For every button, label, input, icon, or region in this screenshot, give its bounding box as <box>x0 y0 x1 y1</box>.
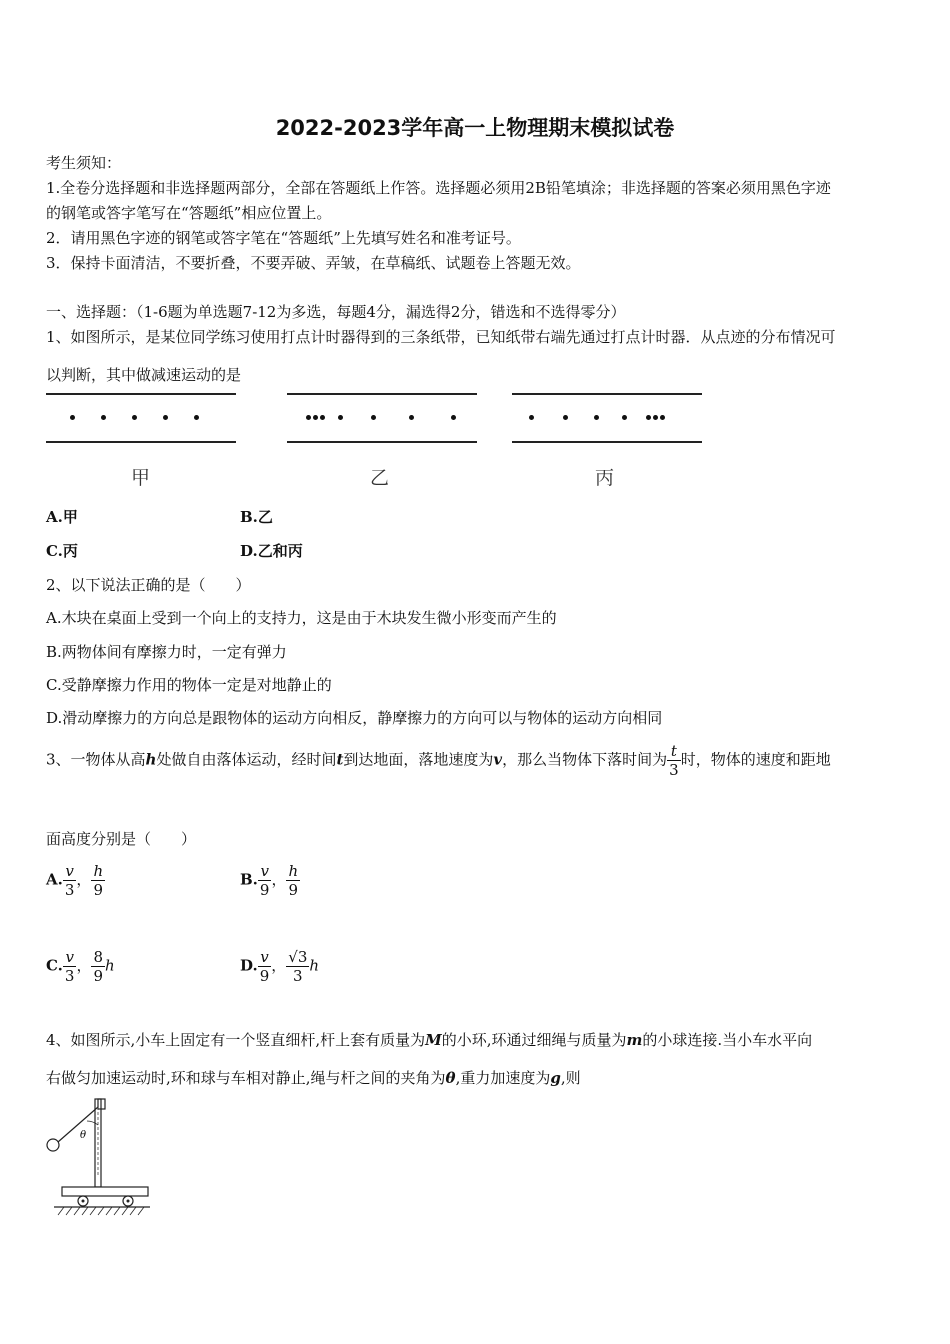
q2-stem: 2、以下说法正确的是（ ） <box>46 576 251 594</box>
q4-stem-line2: 右做匀加速运动时,环和球与车相对静止,绳与杆之间的夹角为θ,重力加速度为g,则 <box>46 1069 581 1087</box>
q4-stem-line1: 4、如图所示,小车上固定有一个竖直细杆,杆上套有质量为M的小环,环通过细绳与质量为m的小球连接.当小车水平向 <box>46 1031 813 1049</box>
notice-item-2: 2．请用黑色字迹的钢笔或答字笔在“答题纸”上先填写姓名和准考证号。 <box>46 229 521 247</box>
q1-option-a[interactable]: A.甲 <box>46 508 78 526</box>
section-heading: 一、选择题：（1-6题为单选题7-12为多选，每题4分，漏选得2分，错选和不选得零分） <box>46 303 626 321</box>
angle-arc <box>87 1121 98 1125</box>
tape-jia <box>46 393 236 443</box>
string <box>58 1107 98 1142</box>
q3-option-d[interactable]: D. $\frac{v}{9}$ ， $\frac{√3}{3}$ h <box>240 948 320 985</box>
tape-label-bing: 丙 <box>595 467 615 489</box>
q2-option-a[interactable]: A.木块在桌面上受到一个向上的支持力，这是由于木块发生微小形变而产生的 <box>46 609 557 627</box>
cart-body <box>62 1187 148 1196</box>
q1-option-d[interactable]: D.乙和丙 <box>240 542 303 560</box>
q2-option-b[interactable]: B.两物体间有摩擦力时，一定有弹力 <box>46 643 287 661</box>
q3-option-b[interactable]: B. $\frac{v}{9}$ ， $\frac{h}{9}$ <box>240 862 299 899</box>
q1-stem-line1: 1、如图所示，是某位同学练习使用打点计时器得到的三条纸带，已知纸带右端先通过打点计时器．从点迹的分布情况可 <box>46 328 836 346</box>
tape-label-jia: 甲 <box>131 467 151 489</box>
q1-option-b[interactable]: B.乙 <box>240 508 273 526</box>
notice-item-1: 1.全卷分选择题和非选择题两部分，全部在答题纸上作答。选择题必须用2B铅笔填涂；非选择题的答案必须用黑色字迹 <box>46 179 831 197</box>
q1-option-c[interactable]: C.丙 <box>46 542 78 560</box>
q2-option-d[interactable]: D.滑动摩擦力的方向总是跟物体的运动方向相反，静摩擦力的方向可以与物体的运动方向相同 <box>46 709 663 727</box>
tape-yi <box>287 393 477 443</box>
theta-label: θ <box>80 1130 87 1141</box>
ground-hatch <box>58 1207 144 1215</box>
q1-stem-line2: 以判断，其中做减速运动的是 <box>46 366 242 384</box>
q3-option-c[interactable]: C. $\frac{v}{3}$ ， $\frac{8}{9}$ h <box>46 948 115 985</box>
q3-stem-line2: 面高度分别是（ ） <box>46 830 197 848</box>
page-title: 2022-2023学年高一上物理期末模拟试卷 <box>275 116 675 140</box>
q3-stem-line1: 3、一物体从高h处做自由落体运动，经时间t到达地面，落地速度为v，那么当物体下落时间为 $\frac{t}{3}$ 时，物体的速度和距地 <box>46 742 831 779</box>
tape-label-yi: 乙 <box>370 467 390 489</box>
tape-bing <box>512 393 702 443</box>
ball <box>47 1139 59 1151</box>
q3-option-a[interactable]: A. $\frac{v}{3}$ ， $\frac{h}{9}$ <box>46 862 104 899</box>
q3-fraction: $\frac{t}{3}$ <box>669 742 679 779</box>
q1-tape-figure <box>46 393 706 493</box>
notice-item-3: 3．保持卡面清洁，不要折叠，不要弄破、弄皱，在草稿纸、试题卷上答题无效。 <box>46 254 581 272</box>
notice-heading: 考生须知： <box>46 154 122 172</box>
q2-option-c[interactable]: C.受静摩擦力作用的物体一定是对地静止的 <box>46 676 332 694</box>
q4-cart-figure <box>44 1097 156 1219</box>
notice-item-1-cont: 的钢笔或答字笔写在“答题纸”相应位置上。 <box>46 204 332 222</box>
